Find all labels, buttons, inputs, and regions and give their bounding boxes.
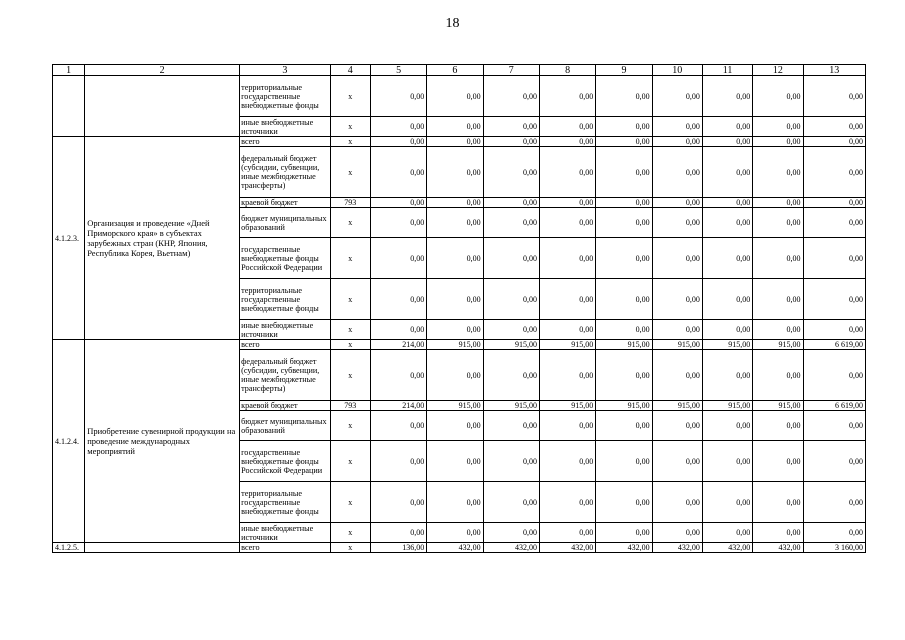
funding-source: иные внебюджетные источники bbox=[240, 523, 331, 543]
amount-cell: 0,00 bbox=[652, 208, 702, 238]
item-title: Организация и проведение «Дней Приморского края» в субъектах зарубежных стран (КНР, Япония, Республика Корея, Вьетнам) bbox=[85, 137, 240, 340]
column-header: 1 bbox=[53, 65, 85, 76]
budget-code: х bbox=[330, 411, 370, 441]
funding-source: всего bbox=[240, 543, 331, 553]
amount-cell: 0,00 bbox=[427, 147, 483, 198]
amount-cell: 0,00 bbox=[803, 76, 865, 117]
amount-cell: 0,00 bbox=[370, 350, 426, 401]
budget-code: х bbox=[330, 137, 370, 147]
item-title bbox=[85, 543, 240, 553]
budget-code: х bbox=[330, 147, 370, 198]
amount-cell: 136,00 bbox=[370, 543, 426, 553]
amount-cell: 915,00 bbox=[652, 340, 702, 350]
amount-cell: 0,00 bbox=[539, 320, 595, 340]
amount-cell: 0,00 bbox=[753, 350, 803, 401]
funding-source: иные внебюджетные источники bbox=[240, 117, 331, 137]
amount-cell: 0,00 bbox=[803, 279, 865, 320]
amount-cell: 0,00 bbox=[596, 350, 652, 401]
amount-cell: 0,00 bbox=[652, 350, 702, 401]
budget-code: х bbox=[330, 350, 370, 401]
table-row bbox=[53, 76, 866, 117]
funding-source: государственные внебюджетные фонды Российской Федерации bbox=[240, 238, 331, 279]
amount-cell: 0,00 bbox=[427, 411, 483, 441]
amount-cell: 0,00 bbox=[652, 147, 702, 198]
budget-code: 793 bbox=[330, 198, 370, 208]
amount-cell: 0,00 bbox=[370, 198, 426, 208]
amount-cell: 0,00 bbox=[483, 117, 539, 137]
column-header: 6 bbox=[427, 65, 483, 76]
amount-cell: 432,00 bbox=[702, 543, 752, 553]
funding-source: всего bbox=[240, 340, 331, 350]
page-number: 18 bbox=[445, 16, 460, 31]
amount-cell: 0,00 bbox=[539, 137, 595, 147]
amount-cell: 0,00 bbox=[483, 76, 539, 117]
budget-code: х bbox=[330, 543, 370, 553]
column-header: 11 bbox=[702, 65, 752, 76]
amount-cell: 0,00 bbox=[753, 137, 803, 147]
amount-cell: 0,00 bbox=[596, 523, 652, 543]
amount-cell: 915,00 bbox=[652, 401, 702, 411]
amount-cell: 0,00 bbox=[427, 198, 483, 208]
funding-source: территориальные государственные внебюджетные фонды bbox=[240, 76, 331, 117]
funding-source: краевой бюджет bbox=[240, 401, 331, 411]
table-row bbox=[53, 340, 866, 350]
amount-cell: 0,00 bbox=[702, 482, 752, 523]
amount-cell: 0,00 bbox=[427, 350, 483, 401]
amount-cell: 0,00 bbox=[539, 411, 595, 441]
amount-cell: 0,00 bbox=[596, 441, 652, 482]
amount-cell: 0,00 bbox=[652, 320, 702, 340]
amount-cell: 0,00 bbox=[370, 411, 426, 441]
amount-cell: 0,00 bbox=[539, 238, 595, 279]
amount-cell: 915,00 bbox=[596, 401, 652, 411]
budget-code: х bbox=[330, 76, 370, 117]
amount-cell: 915,00 bbox=[702, 340, 752, 350]
amount-cell: 0,00 bbox=[652, 482, 702, 523]
amount-cell: 0,00 bbox=[803, 482, 865, 523]
budget-code: 793 bbox=[330, 401, 370, 411]
amount-cell: 0,00 bbox=[702, 76, 752, 117]
amount-cell: 0,00 bbox=[370, 147, 426, 198]
amount-cell: 0,00 bbox=[702, 198, 752, 208]
budget-code: х bbox=[330, 320, 370, 340]
amount-cell: 0,00 bbox=[483, 320, 539, 340]
amount-cell: 0,00 bbox=[702, 441, 752, 482]
column-header: 13 bbox=[803, 65, 865, 76]
amount-cell: 0,00 bbox=[539, 198, 595, 208]
amount-cell: 0,00 bbox=[370, 279, 426, 320]
amount-cell: 0,00 bbox=[483, 411, 539, 441]
budget-code: х bbox=[330, 117, 370, 137]
amount-cell: 0,00 bbox=[803, 523, 865, 543]
amount-cell: 0,00 bbox=[753, 198, 803, 208]
amount-cell: 0,00 bbox=[652, 279, 702, 320]
amount-cell: 0,00 bbox=[702, 320, 752, 340]
amount-cell: 0,00 bbox=[702, 208, 752, 238]
amount-cell: 0,00 bbox=[539, 482, 595, 523]
amount-cell: 432,00 bbox=[427, 543, 483, 553]
budget-code: х bbox=[330, 482, 370, 523]
amount-cell: 432,00 bbox=[652, 543, 702, 553]
amount-cell: 0,00 bbox=[702, 523, 752, 543]
budget-code: х bbox=[330, 523, 370, 543]
column-header: 7 bbox=[483, 65, 539, 76]
amount-cell: 915,00 bbox=[483, 401, 539, 411]
amount-cell: 0,00 bbox=[753, 523, 803, 543]
amount-cell: 0,00 bbox=[702, 279, 752, 320]
amount-cell: 0,00 bbox=[596, 238, 652, 279]
amount-cell: 0,00 bbox=[652, 238, 702, 279]
amount-cell: 0,00 bbox=[702, 411, 752, 441]
column-header: 8 bbox=[539, 65, 595, 76]
column-header: 3 bbox=[240, 65, 331, 76]
funding-source: территориальные государственные внебюджетные фонды bbox=[240, 279, 331, 320]
budget-code: х bbox=[330, 238, 370, 279]
amount-cell: 0,00 bbox=[483, 279, 539, 320]
amount-cell: 915,00 bbox=[539, 340, 595, 350]
amount-cell: 0,00 bbox=[427, 137, 483, 147]
amount-cell: 0,00 bbox=[753, 279, 803, 320]
funding-source: федеральный бюджет (субсидии, субвенции, иные межбюджетные трансферты) bbox=[240, 147, 331, 198]
amount-cell: 0,00 bbox=[652, 441, 702, 482]
funding-source: всего bbox=[240, 137, 331, 147]
amount-cell: 0,00 bbox=[596, 117, 652, 137]
amount-cell: 0,00 bbox=[753, 117, 803, 137]
budget-table bbox=[52, 64, 866, 553]
amount-cell: 0,00 bbox=[803, 198, 865, 208]
amount-cell: 0,00 bbox=[539, 117, 595, 137]
amount-cell: 0,00 bbox=[702, 147, 752, 198]
amount-cell: 0,00 bbox=[483, 147, 539, 198]
table-row bbox=[53, 137, 866, 147]
item-number: 4.1.2.5. bbox=[53, 543, 85, 553]
amount-cell: 0,00 bbox=[483, 523, 539, 543]
amount-cell: 0,00 bbox=[652, 198, 702, 208]
amount-cell: 0,00 bbox=[753, 411, 803, 441]
amount-cell: 0,00 bbox=[483, 441, 539, 482]
amount-cell: 0,00 bbox=[539, 279, 595, 320]
amount-cell: 0,00 bbox=[803, 137, 865, 147]
amount-cell: 915,00 bbox=[539, 401, 595, 411]
amount-cell: 915,00 bbox=[483, 340, 539, 350]
amount-cell: 0,00 bbox=[370, 117, 426, 137]
amount-cell: 0,00 bbox=[370, 137, 426, 147]
amount-cell: 0,00 bbox=[539, 441, 595, 482]
budget-code: х bbox=[330, 340, 370, 350]
amount-cell: 0,00 bbox=[370, 76, 426, 117]
amount-cell: 0,00 bbox=[652, 137, 702, 147]
amount-cell: 0,00 bbox=[652, 523, 702, 543]
amount-cell: 3 160,00 bbox=[803, 543, 865, 553]
amount-cell: 0,00 bbox=[370, 208, 426, 238]
amount-cell: 0,00 bbox=[803, 411, 865, 441]
amount-cell: 0,00 bbox=[753, 238, 803, 279]
amount-cell: 214,00 bbox=[370, 340, 426, 350]
amount-cell: 0,00 bbox=[370, 320, 426, 340]
amount-cell: 0,00 bbox=[753, 441, 803, 482]
budget-code: х bbox=[330, 208, 370, 238]
amount-cell: 0,00 bbox=[803, 147, 865, 198]
item-title bbox=[85, 76, 240, 137]
funding-source: федеральный бюджет (субсидии, субвенции, иные межбюджетные трансферты) bbox=[240, 350, 331, 401]
funding-source: бюджет муниципальных образований bbox=[240, 411, 331, 441]
amount-cell: 0,00 bbox=[596, 320, 652, 340]
amount-cell: 0,00 bbox=[427, 117, 483, 137]
amount-cell: 915,00 bbox=[427, 401, 483, 411]
amount-cell: 432,00 bbox=[753, 543, 803, 553]
amount-cell: 0,00 bbox=[596, 147, 652, 198]
amount-cell: 0,00 bbox=[427, 208, 483, 238]
amount-cell: 0,00 bbox=[427, 320, 483, 340]
budget-code: х bbox=[330, 279, 370, 320]
amount-cell: 0,00 bbox=[652, 411, 702, 441]
amount-cell: 0,00 bbox=[702, 238, 752, 279]
column-header: 9 bbox=[596, 65, 652, 76]
amount-cell: 0,00 bbox=[803, 350, 865, 401]
amount-cell: 0,00 bbox=[753, 320, 803, 340]
amount-cell: 0,00 bbox=[427, 441, 483, 482]
funding-source: территориальные государственные внебюджетные фонды bbox=[240, 482, 331, 523]
item-number: 4.1.2.4. bbox=[53, 340, 85, 543]
amount-cell: 0,00 bbox=[803, 238, 865, 279]
amount-cell: 0,00 bbox=[596, 198, 652, 208]
amount-cell: 432,00 bbox=[483, 543, 539, 553]
item-number: 4.1.2.3. bbox=[53, 137, 85, 340]
column-header: 5 bbox=[370, 65, 426, 76]
amount-cell: 0,00 bbox=[803, 208, 865, 238]
amount-cell: 0,00 bbox=[427, 523, 483, 543]
amount-cell: 0,00 bbox=[370, 238, 426, 279]
amount-cell: 0,00 bbox=[539, 147, 595, 198]
amount-cell: 0,00 bbox=[483, 350, 539, 401]
amount-cell: 0,00 bbox=[483, 208, 539, 238]
amount-cell: 0,00 bbox=[652, 117, 702, 137]
amount-cell: 0,00 bbox=[539, 350, 595, 401]
amount-cell: 0,00 bbox=[539, 523, 595, 543]
amount-cell: 0,00 bbox=[702, 350, 752, 401]
amount-cell: 0,00 bbox=[753, 482, 803, 523]
amount-cell: 0,00 bbox=[753, 147, 803, 198]
column-header: 4 bbox=[330, 65, 370, 76]
amount-cell: 915,00 bbox=[753, 401, 803, 411]
amount-cell: 915,00 bbox=[596, 340, 652, 350]
amount-cell: 0,00 bbox=[370, 441, 426, 482]
amount-cell: 6 619,00 bbox=[803, 401, 865, 411]
amount-cell: 0,00 bbox=[596, 411, 652, 441]
amount-cell: 915,00 bbox=[427, 340, 483, 350]
amount-cell: 0,00 bbox=[596, 208, 652, 238]
funding-source: бюджет муниципальных образований bbox=[240, 208, 331, 238]
amount-cell: 0,00 bbox=[427, 76, 483, 117]
amount-cell: 0,00 bbox=[370, 482, 426, 523]
amount-cell: 0,00 bbox=[803, 441, 865, 482]
amount-cell: 6 619,00 bbox=[803, 340, 865, 350]
amount-cell: 0,00 bbox=[702, 137, 752, 147]
amount-cell: 0,00 bbox=[483, 238, 539, 279]
header-row bbox=[53, 65, 866, 76]
funding-source: иные внебюджетные источники bbox=[240, 320, 331, 340]
amount-cell: 0,00 bbox=[702, 117, 752, 137]
table-row bbox=[53, 543, 866, 553]
amount-cell: 0,00 bbox=[427, 482, 483, 523]
item-title: Приобретение сувенирной продукции на проведение международных мероприятий bbox=[85, 340, 240, 543]
amount-cell: 915,00 bbox=[753, 340, 803, 350]
item-number bbox=[53, 76, 85, 137]
amount-cell: 0,00 bbox=[483, 198, 539, 208]
amount-cell: 0,00 bbox=[652, 76, 702, 117]
amount-cell: 0,00 bbox=[483, 137, 539, 147]
amount-cell: 432,00 bbox=[539, 543, 595, 553]
budget-code: х bbox=[330, 441, 370, 482]
column-header: 2 bbox=[85, 65, 240, 76]
amount-cell: 0,00 bbox=[539, 76, 595, 117]
amount-cell: 0,00 bbox=[427, 238, 483, 279]
amount-cell: 214,00 bbox=[370, 401, 426, 411]
column-header: 10 bbox=[652, 65, 702, 76]
amount-cell: 0,00 bbox=[427, 279, 483, 320]
amount-cell: 0,00 bbox=[596, 279, 652, 320]
amount-cell: 0,00 bbox=[596, 137, 652, 147]
amount-cell: 0,00 bbox=[753, 76, 803, 117]
amount-cell: 0,00 bbox=[803, 117, 865, 137]
amount-cell: 915,00 bbox=[702, 401, 752, 411]
column-header: 12 bbox=[753, 65, 803, 76]
amount-cell: 0,00 bbox=[370, 523, 426, 543]
amount-cell: 0,00 bbox=[596, 482, 652, 523]
amount-cell: 0,00 bbox=[539, 208, 595, 238]
amount-cell: 0,00 bbox=[753, 208, 803, 238]
funding-source: государственные внебюджетные фонды Российской Федерации bbox=[240, 441, 331, 482]
funding-source: краевой бюджет bbox=[240, 198, 331, 208]
amount-cell: 0,00 bbox=[803, 320, 865, 340]
amount-cell: 0,00 bbox=[483, 482, 539, 523]
amount-cell: 432,00 bbox=[596, 543, 652, 553]
amount-cell: 0,00 bbox=[596, 76, 652, 117]
